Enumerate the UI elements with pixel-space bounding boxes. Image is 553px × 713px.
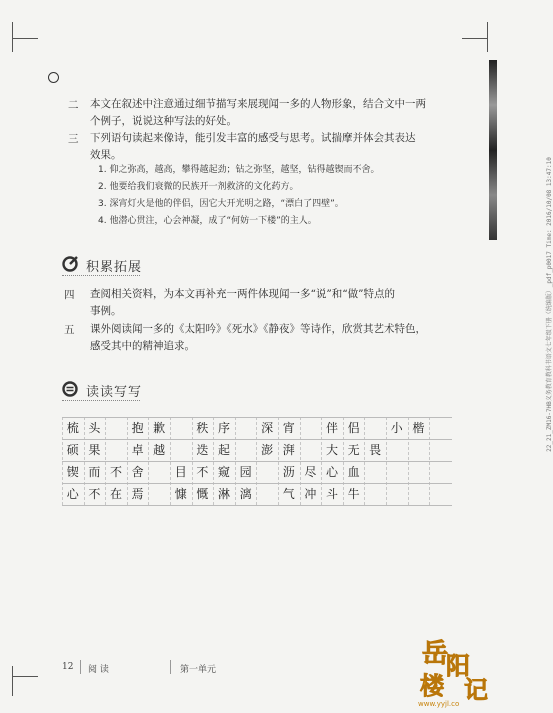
grid-row	[62, 484, 452, 506]
grid-cell: 冲	[304, 487, 317, 501]
grid-cell: 深	[261, 421, 274, 435]
section-underline	[62, 275, 140, 276]
grid-cell: 淋	[217, 487, 230, 501]
grid-cell: 舍	[131, 465, 144, 479]
grid-cell	[170, 418, 192, 439]
registration-mark-icon	[48, 72, 59, 83]
svg-text:记: 记	[464, 676, 488, 704]
grid-cell: 牛	[347, 487, 360, 501]
grid-cell	[364, 462, 386, 483]
grid-cell: 沥	[282, 465, 295, 479]
grid-cell	[408, 440, 430, 461]
grid-cell: 而	[88, 465, 101, 479]
grid-cell: 心	[325, 465, 338, 479]
grid-cell: 不	[88, 487, 101, 501]
exercise-2-number: 二	[68, 99, 79, 111]
grid-cell: 宵	[282, 421, 295, 435]
accumulate-section-icon	[62, 256, 78, 272]
grid-cell	[364, 484, 386, 505]
footer-unit: 第一单元	[180, 665, 217, 675]
grid-cell: 锲	[66, 465, 79, 479]
grid-cell: 小	[390, 421, 403, 435]
grid-cell: 目	[174, 465, 187, 479]
crop-mark	[12, 38, 38, 39]
grid-cell: 伴	[325, 421, 338, 435]
grid-cell: 园	[239, 465, 252, 479]
grid-cell: 楷	[412, 421, 425, 435]
crop-mark	[12, 22, 13, 52]
grid-cell: 气	[282, 487, 295, 501]
grid-cell: 侣	[347, 421, 360, 435]
footer-divider	[170, 660, 171, 674]
grid-cell	[105, 440, 127, 461]
grid-cell: 迭	[196, 443, 209, 457]
svg-text:岳: 岳	[422, 639, 449, 669]
grid-cell	[170, 440, 192, 461]
exercise-3-item: 2. 他要给我们衰微的民族开一剂救济的文化药方。	[98, 182, 299, 192]
grid-cell	[148, 484, 170, 505]
grid-cell: 窥	[217, 465, 230, 479]
grid-cell: 梳	[66, 421, 79, 435]
grid-cell: 卓	[131, 443, 144, 457]
svg-text:楼: 楼	[420, 672, 444, 700]
crop-mark	[487, 22, 488, 52]
color-scale-bar	[489, 60, 497, 240]
footer-section: 阅 读	[88, 665, 109, 675]
grid-cell	[235, 440, 257, 461]
exercise-3-item: 3. 深宵灯火是他的伴侣，因它大开光明之路，“漂白了四壁”。	[98, 199, 344, 209]
grid-cell	[235, 418, 257, 439]
crop-mark	[12, 666, 13, 696]
watermark-logo	[418, 632, 498, 708]
grid-cell: 越	[153, 443, 166, 457]
grid-row	[62, 440, 452, 462]
exercise-3-text-line2: 效果。	[90, 149, 122, 161]
exercise-3-item: 4. 他潜心贯注，心会神凝，成了“何妨一下楼”的主人。	[98, 216, 317, 226]
grid-cell: 慨	[196, 487, 209, 501]
page-number: 12	[62, 662, 74, 672]
grid-cell: 秩	[196, 421, 209, 435]
svg-text:阳: 阳	[446, 652, 470, 680]
grid-cell	[300, 440, 322, 461]
grid-cell: 大	[325, 443, 338, 457]
grid-cell: 序	[217, 421, 230, 435]
grid-cell: 在	[109, 487, 122, 501]
grid-cell: 硕	[66, 443, 79, 457]
grid-cell: 尽	[304, 465, 317, 479]
grid-cell	[105, 418, 127, 439]
grid-cell	[386, 484, 408, 505]
exercise-4-number: 四	[64, 289, 75, 301]
grid-cell	[364, 418, 386, 439]
svg-text:www.yyjl.co: www.yyjl.co	[418, 700, 460, 708]
grid-cell	[300, 418, 322, 439]
grid-cell: 血	[347, 465, 360, 479]
exercise-2-text-line1: 本文在叙述中注意通过细节描写来展现闻一多的人物形象，结合文中一两	[90, 98, 426, 110]
exercise-5-text-line1: 课外阅读闻一多的《太阳吟》《死水》《静夜》等诗作，欣赏其艺术特色，	[90, 323, 426, 335]
grid-cell: 畏	[369, 443, 382, 457]
grid-cell: 抱	[131, 421, 144, 435]
grid-cell: 不	[196, 465, 209, 479]
grid-cell: 焉	[131, 487, 144, 501]
print-meta-text: 22_21_ZM16-7HB义务教育教科书语文七年级下册（统编版）_pdf_p0017 Time: 2016/10/08 13:47:10	[546, 157, 553, 452]
grid-cell	[408, 484, 430, 505]
grid-cell	[148, 462, 170, 483]
grid-cell: 头	[88, 421, 101, 435]
footer-divider	[80, 660, 81, 674]
character-grid	[62, 417, 452, 506]
exercise-3-text-line1: 下列语句读起来像诗，能引发丰富的感受与思考。试揣摩并体会其表达	[90, 132, 416, 144]
readwrite-section-icon	[62, 381, 78, 397]
grid-row	[62, 417, 452, 440]
crop-mark	[12, 676, 38, 677]
exercise-2-text-line2: 个例子，说说这种写法的好处。	[90, 115, 237, 127]
grid-cell	[256, 484, 278, 505]
grid-cell: 慷	[174, 487, 187, 501]
grid-cell: 心	[66, 487, 79, 501]
accumulate-section-title: 积累拓展	[86, 260, 143, 275]
grid-cell: 无	[347, 443, 360, 457]
grid-cell: 起	[217, 443, 230, 457]
grid-cell	[408, 462, 430, 483]
exercise-3-number: 三	[68, 133, 79, 145]
grid-cell: 不	[109, 465, 122, 479]
exercise-4-text-line2: 事例。	[90, 305, 122, 317]
grid-cell	[386, 440, 408, 461]
grid-cell	[386, 462, 408, 483]
exercise-5-number: 五	[64, 324, 75, 336]
grid-cell: 漓	[239, 487, 252, 501]
crop-mark	[462, 38, 488, 39]
grid-cell	[256, 462, 278, 483]
exercise-5-text-line2: 感受其中的精神追求。	[90, 340, 195, 352]
grid-cell: 斗	[325, 487, 338, 501]
grid-cell: 歉	[153, 421, 166, 435]
grid-row	[62, 462, 452, 484]
readwrite-section-title: 读读写写	[86, 385, 143, 400]
grid-cell: 湃	[282, 443, 295, 457]
exercise-3-item: 1. 仰之弥高，越高，攀得越起劲；钻之弥坚，越坚，钻得越锲而不舍。	[98, 165, 380, 175]
section-underline	[62, 400, 140, 401]
grid-cell: 澎	[261, 443, 274, 457]
grid-cell: 果	[88, 443, 101, 457]
exercise-4-text-line1: 查阅相关资料，为本文再补充一两件体现闻一多“说”和“做”特点的	[90, 288, 395, 300]
